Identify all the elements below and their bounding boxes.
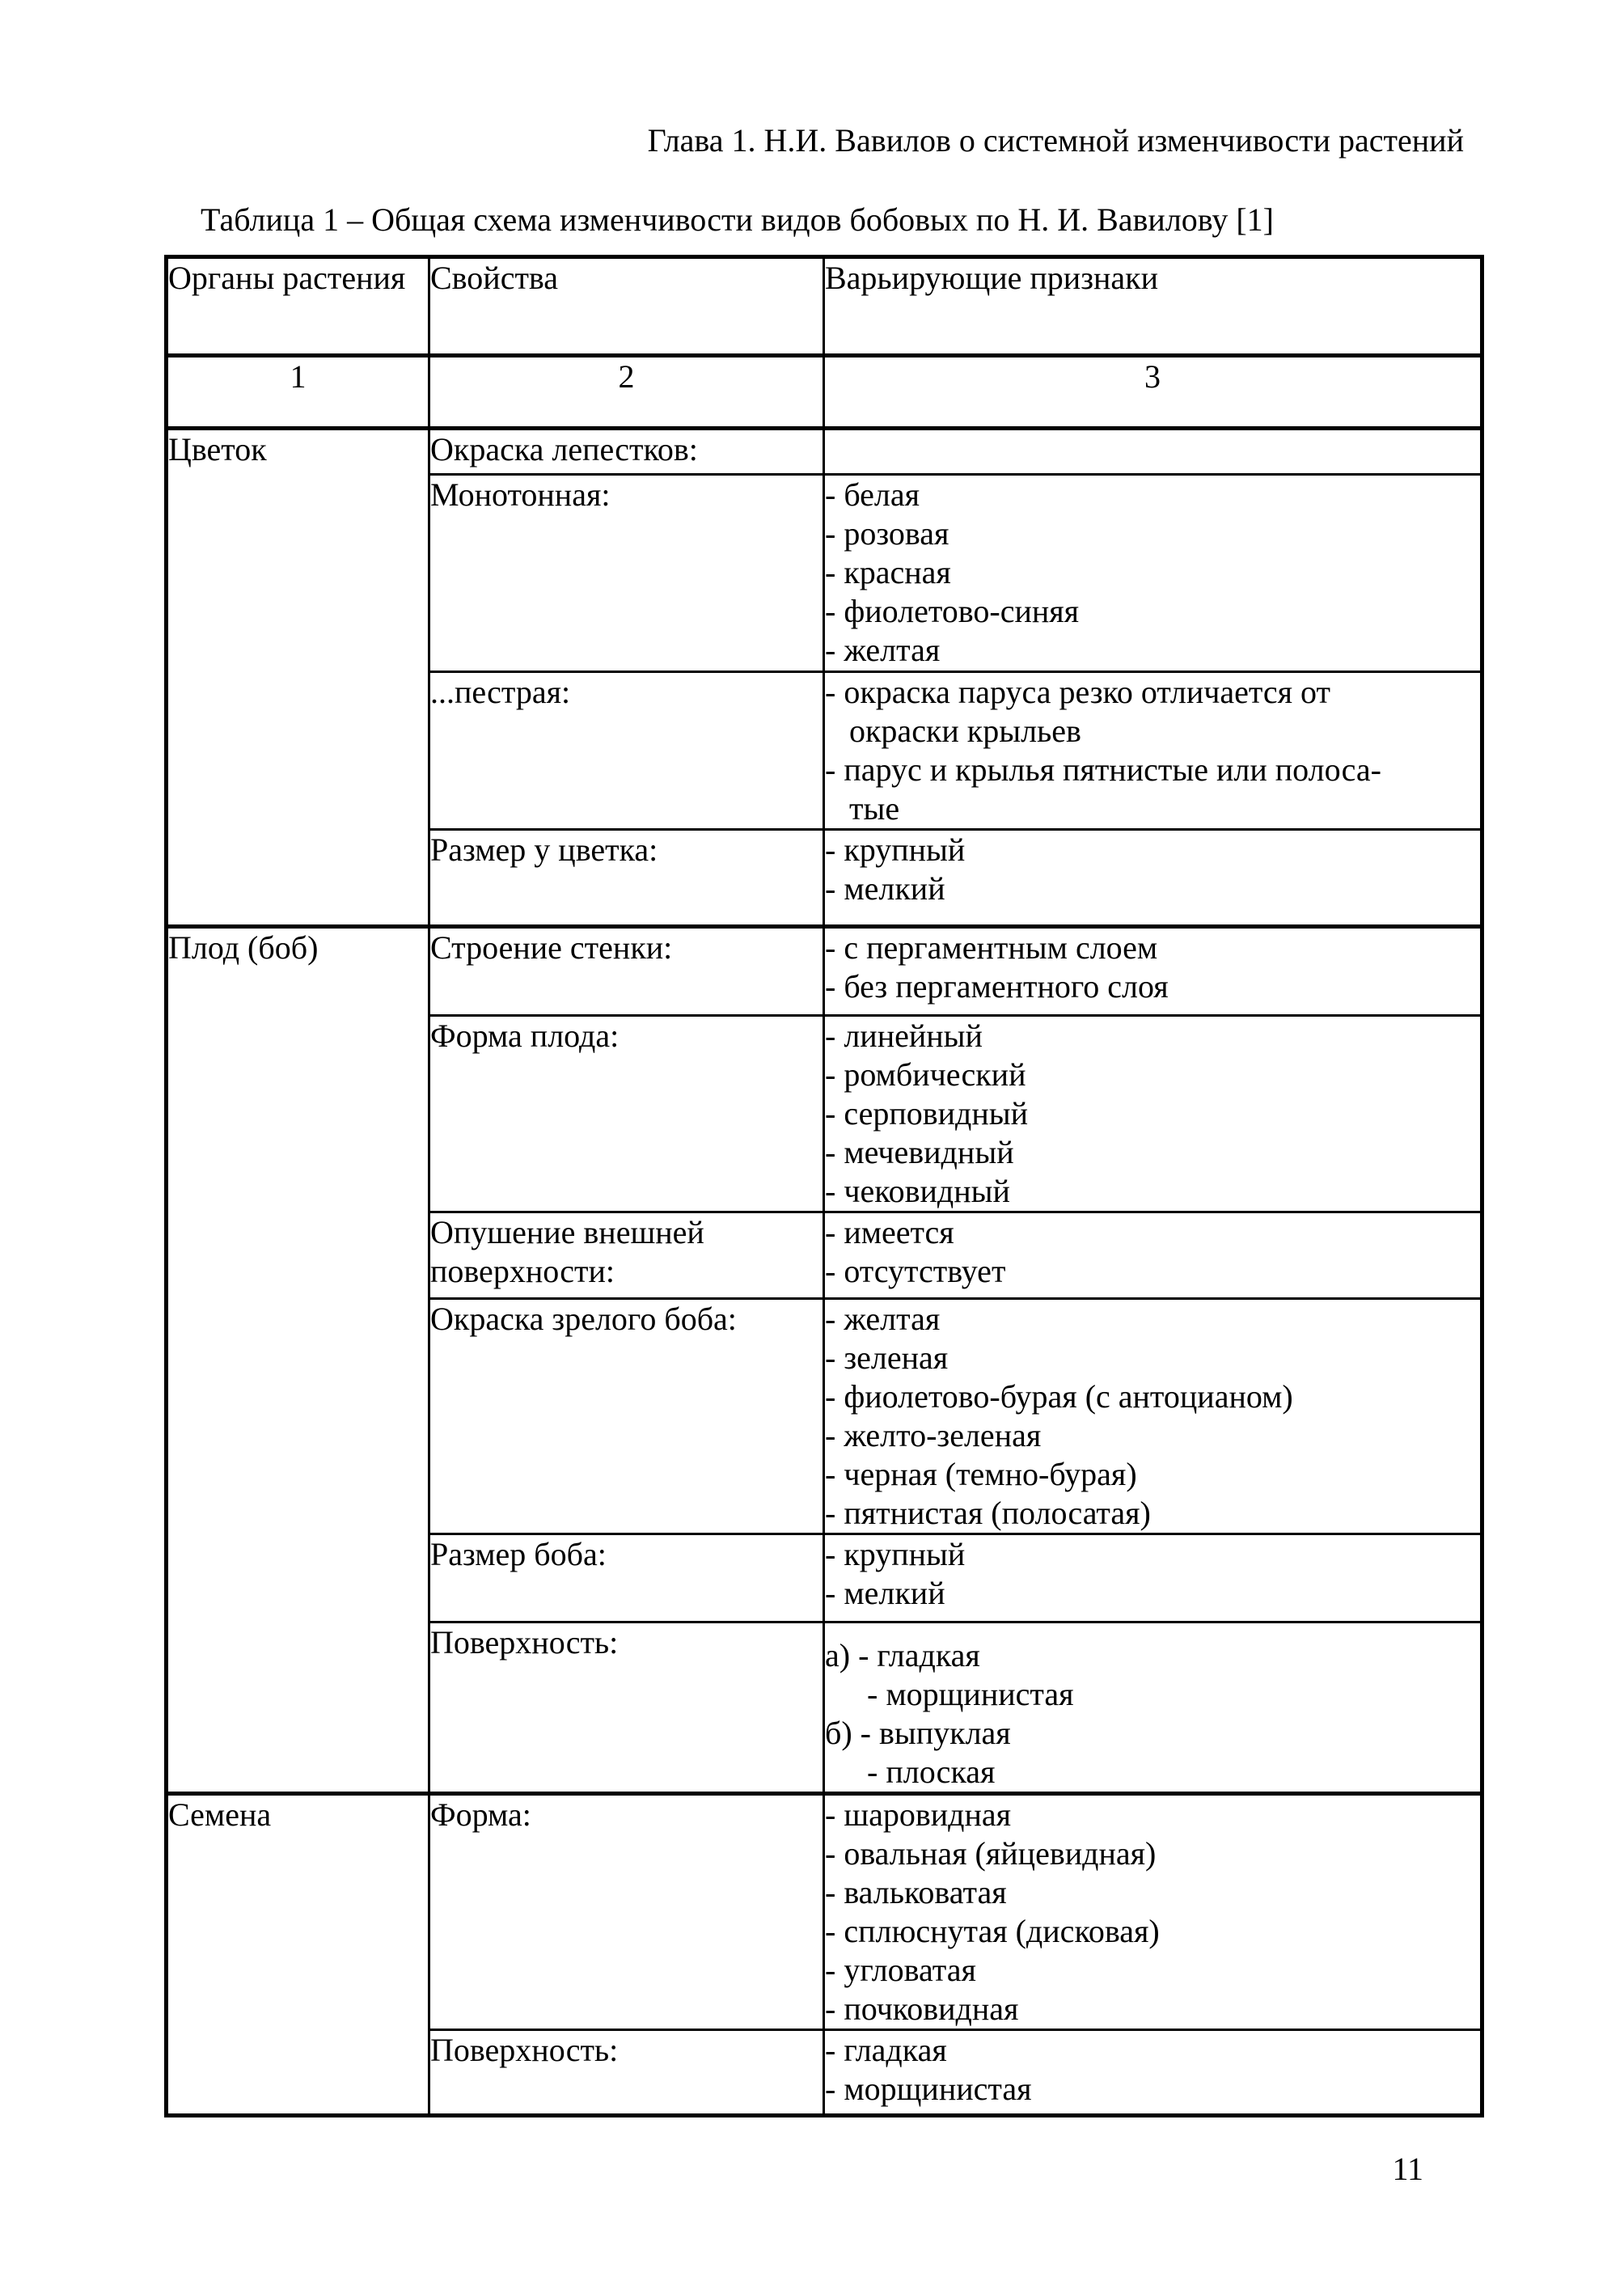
value-line: - желто-зеленая: [825, 1417, 1042, 1453]
values-cell: [824, 475, 1482, 672]
value-line: окраски крыльев: [849, 713, 1081, 749]
property-cell: ...пестрая:: [429, 672, 824, 830]
value-line: - без пергаментного слоя: [825, 968, 1169, 1005]
values-cell: [824, 830, 1482, 927]
property-cell: Размер у цветка:: [429, 830, 824, 927]
value-line: - фиолетово-синяя: [825, 593, 1080, 629]
value-line: - отсутствует: [825, 1253, 1006, 1289]
values-cell: [824, 1622, 1482, 1794]
values-cell: [824, 429, 1482, 475]
property-cell: Размер боба:: [429, 1534, 824, 1622]
table-caption: Таблица 1 – Общая схема изменчивости видов бобовых по Н. И. Вавилову [1]: [201, 201, 1274, 238]
value-line: - розовая: [825, 515, 949, 552]
value-line: - линейный: [825, 1017, 983, 1054]
value-line: - почковидная: [825, 1991, 1019, 2027]
value-line: - сплюснутая (дисковая): [825, 1913, 1160, 1949]
header-properties: Свойства: [429, 257, 824, 356]
value-line: - зеленая: [825, 1339, 949, 1376]
table-row: [167, 429, 1482, 475]
value-line: - плоская: [867, 1754, 996, 1790]
value-line: - серповидный: [825, 1095, 1029, 1132]
values-cell: [824, 672, 1482, 830]
value-line: - угловатая: [825, 1952, 976, 1988]
header-organs: Органы растения: [167, 257, 429, 356]
value-line: - крупный: [825, 1536, 966, 1572]
value-line: - морщинистая: [867, 1676, 1074, 1712]
column-numbers-row: [167, 356, 1482, 429]
running-head: Глава 1. Н.И. Вавилов о системной изменчивости растений: [647, 122, 1464, 159]
organ-cell-seeds: Семена: [167, 1794, 429, 2116]
table-row: [167, 1794, 1482, 2030]
organ-cell-flower: Цветок: [167, 429, 429, 927]
property-cell: Поверхность:: [429, 1622, 824, 1794]
value-line: - крупный: [825, 831, 966, 868]
value-line: - мелкий: [825, 1575, 945, 1611]
value-line: - окраска паруса резко отличается от: [825, 674, 1330, 710]
property-cell: Опушение внешней поверхности:: [429, 1212, 824, 1299]
value-line: - овальная (яйцевидная): [825, 1835, 1157, 1872]
header-varying-traits: Варьирующие признаки: [824, 257, 1482, 356]
value-line: а) - гладкая: [825, 1637, 980, 1673]
property-cell: Форма плода:: [429, 1016, 824, 1212]
value-line: - ромбический: [825, 1056, 1026, 1093]
property-cell: Окраска лепестков:: [429, 429, 824, 475]
value-line: - красная: [825, 554, 951, 590]
values-cell: [824, 927, 1482, 1016]
table-header-row: [167, 257, 1482, 356]
property-cell: Форма:: [429, 1794, 824, 2030]
values-cell: [824, 1534, 1482, 1622]
column-number-1: 1: [167, 356, 429, 429]
property-cell: Окраска зрелого боба:: [429, 1299, 824, 1534]
value-line: - мечевидный: [825, 1134, 1014, 1170]
variability-table: [164, 255, 1484, 2117]
value-line: - пятнистая (полосатая): [825, 1495, 1151, 1531]
value-line: - вальковатая: [825, 1874, 1007, 1910]
organ-cell-fruit: Плод (боб): [167, 927, 429, 1794]
column-number-3: 3: [824, 356, 1482, 429]
page-number: 11: [1392, 2151, 1423, 2187]
value-line: - желтая: [825, 632, 941, 668]
property-cell: Строение стенки:: [429, 927, 824, 1016]
value-line: - гладкая: [825, 2032, 947, 2068]
values-cell: [824, 2030, 1482, 2116]
value-line: - мелкий: [825, 870, 945, 907]
value-line: - с пергаментным слоем: [825, 929, 1158, 966]
values-cell: [824, 1016, 1482, 1212]
table-row: [167, 927, 1482, 1016]
value-line: - имеется: [825, 1214, 954, 1250]
value-line: - шаровидная: [825, 1796, 1012, 1833]
value-line: - морщинистая: [825, 2071, 1032, 2107]
value-line: - желтая: [825, 1301, 941, 1337]
value-line: тые: [849, 790, 900, 827]
values-cell: [824, 1299, 1482, 1534]
values-cell: [824, 1212, 1482, 1299]
value-line: б) - выпуклая: [825, 1715, 1011, 1751]
value-line: - фиолетово-бурая (с антоцианом): [825, 1378, 1293, 1415]
property-cell: Монотонная:: [429, 475, 824, 672]
value-line: - чековидный: [825, 1173, 1010, 1209]
value-line: - парус и крылья пятнистые или полоса-: [825, 751, 1381, 788]
column-number-2: 2: [429, 356, 824, 429]
value-line: - черная (темно-бурая): [825, 1456, 1137, 1492]
property-cell: Поверхность:: [429, 2030, 824, 2116]
values-cell: [824, 1794, 1482, 2030]
value-line: - белая: [825, 476, 920, 513]
